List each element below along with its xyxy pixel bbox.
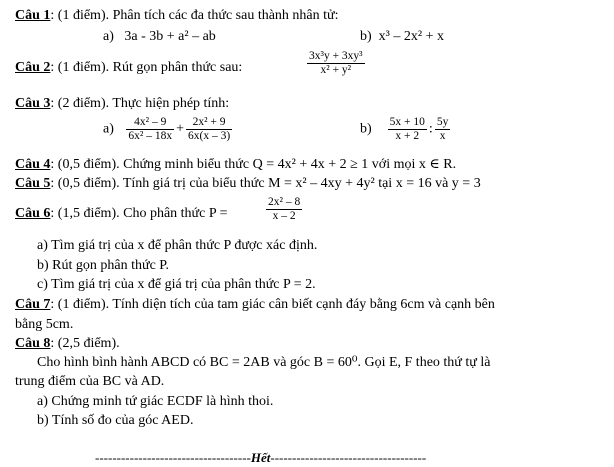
q2-label: Câu 2 xyxy=(15,60,51,75)
q3-a-den2: 6x(x – 3) xyxy=(188,130,231,142)
q6-denominator: x – 2 xyxy=(272,210,296,222)
q3-b-num2: 5y xyxy=(436,116,449,128)
q4-label: Câu 4 xyxy=(15,157,51,172)
q3-a-op: + xyxy=(176,121,184,137)
q3-a-label: a) xyxy=(103,121,114,137)
q6-label: Câu 6 xyxy=(15,206,51,221)
q2-denominator: x² + y² xyxy=(320,64,352,76)
footer-dashes-right: ------------------------------------ xyxy=(270,450,427,465)
q3-b xyxy=(360,116,452,143)
q8-text: : (2,5 điểm). xyxy=(50,336,120,351)
q1-b-expr: x³ – 2x² + x xyxy=(378,29,444,44)
q6-fraction xyxy=(264,196,304,223)
q8-heading xyxy=(15,336,120,352)
q5-text: : (0,5 điểm). Tính giá trị của biểu thức M = x² – 4xy + 4y² tại x = 16 và y = 3 xyxy=(50,176,481,191)
q3-a-num2: 2x² + 9 xyxy=(186,116,232,130)
q3-label: Câu 3 xyxy=(15,96,51,111)
q1-heading xyxy=(15,8,339,24)
q3-b-label: b) xyxy=(360,121,372,137)
q7-text2: bằng 5cm. xyxy=(15,317,74,332)
q7-text1: : (1 điểm). Tính diện tích của tam giác cân biết cạnh đáy bằng 6cm và cạnh bên xyxy=(50,297,495,312)
q5-heading xyxy=(15,176,481,192)
q1-b xyxy=(360,29,444,45)
q7-label: Câu 7 xyxy=(15,297,51,312)
q2-text: : (1 điểm). Rút gọn phân thức sau: xyxy=(50,60,243,75)
q8-label: Câu 8 xyxy=(15,336,51,351)
q3-text: : (2 điểm). Thực hiện phép tính: xyxy=(50,96,230,111)
q3-b-den2: x xyxy=(439,130,446,142)
q2-fraction xyxy=(305,50,367,77)
q6-heading xyxy=(15,206,228,222)
q1-label: Câu 1 xyxy=(15,8,51,23)
q7-heading xyxy=(15,297,495,313)
q3-a-num1: 4x² – 9 xyxy=(126,116,174,130)
q1-a xyxy=(103,29,216,45)
q6-c: c) Tìm giá trị của x để giá trị của phân thức P = 2. xyxy=(37,277,316,292)
q6-a: a) Tìm giá trị của x để phân thức P được xác định. xyxy=(37,238,318,253)
q4-heading xyxy=(15,157,456,173)
q4-text: : (0,5 điểm). Chứng minh biểu thức Q = 4x² + 4x + 2 ≥ 1 với mọi x ∈ R. xyxy=(50,157,457,172)
q1-text: : (1 điểm). Phân tích các đa thức sau thành nhân tử: xyxy=(50,8,339,23)
q3-a xyxy=(103,116,234,143)
q8-a: a) Chứng minh tứ giác ECDF là hình thoi. xyxy=(37,394,274,409)
q3-b-op: : xyxy=(428,121,433,137)
q8-line1: Cho hình bình hành ABCD có BC = 2AB và góc B = 60⁰. Gọi E, F theo thứ tự là xyxy=(37,355,491,370)
footer-het: Hết xyxy=(250,450,271,465)
q1-a-label: a) xyxy=(103,29,114,44)
q3-a-den1: 6x² – 18x xyxy=(128,130,173,142)
q2-numerator: 3x³y + 3xy³ xyxy=(309,50,363,62)
q3-b-num1: 5x + 10 xyxy=(389,116,425,128)
q1-a-expr: 3a - 3b + a² – ab xyxy=(124,29,216,44)
q1-b-label: b) xyxy=(360,29,372,44)
footer xyxy=(95,450,426,466)
q6-text: : (1,5 điểm). Cho phân thức P = xyxy=(50,206,228,221)
q6-b: b) Rút gọn phân thức P. xyxy=(37,258,170,273)
q3-b-den1: x + 2 xyxy=(395,130,420,142)
q8-line2: trung điểm của BC và AD. xyxy=(15,374,165,389)
footer-dashes-left: ------------------------------------ xyxy=(95,450,251,465)
q2-heading xyxy=(15,60,242,76)
q5-label: Câu 5 xyxy=(15,176,51,191)
q8-b: b) Tính số đo của góc AED. xyxy=(37,413,194,428)
q6-numerator: 2x² – 8 xyxy=(268,196,301,208)
q3-heading xyxy=(15,96,229,112)
